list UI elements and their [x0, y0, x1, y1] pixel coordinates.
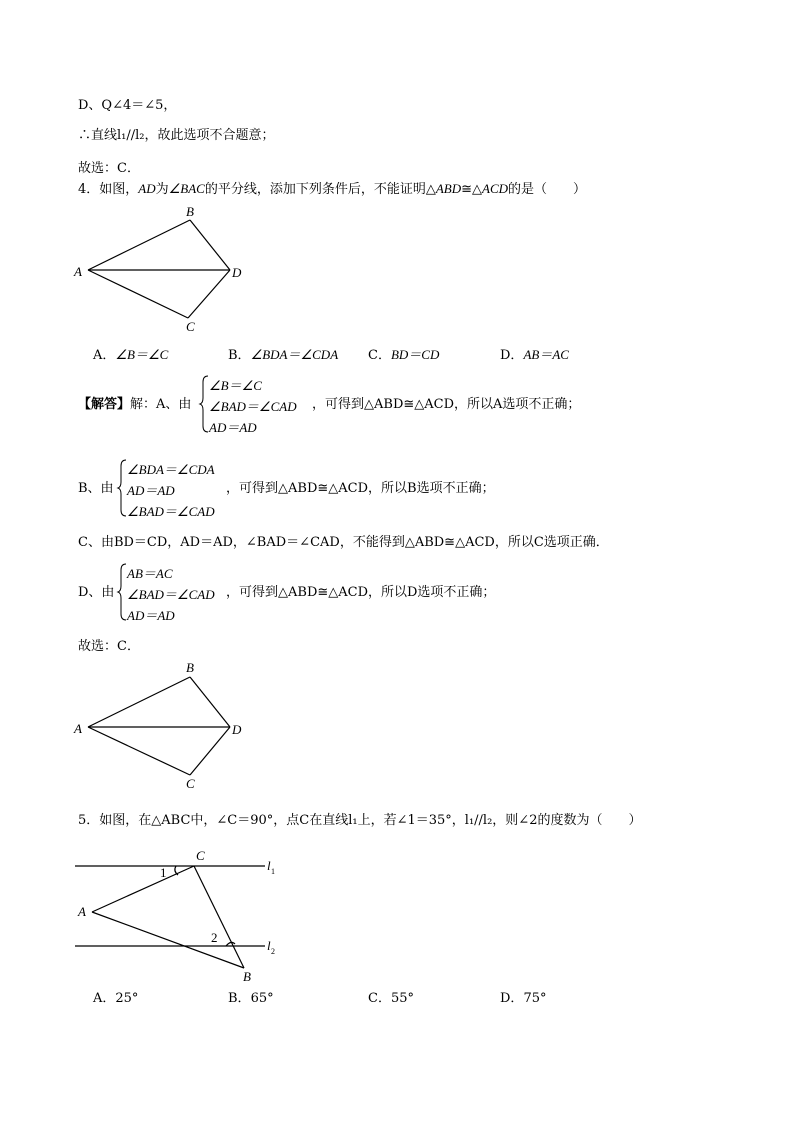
sol4-a-tail: ，可得到△ABD≅△ACD，所以A选项不正确；	[312, 397, 581, 412]
q4-option-c	[368, 346, 439, 365]
q5-label-l1: l	[267, 858, 271, 873]
sol4-label-a: A	[74, 721, 82, 736]
sol4-a-lead-text: A、由	[156, 397, 192, 412]
option-text: 55°	[390, 991, 414, 1006]
option-key: C．	[368, 991, 391, 1006]
sol4-d-row3: AD＝AD	[127, 608, 175, 623]
option-key: C．	[368, 348, 391, 363]
q5-label-l2-sub: 2	[271, 947, 275, 956]
q5-option-c	[368, 990, 414, 1008]
q4-kite-figure	[70, 200, 270, 340]
q5-label-a: A	[78, 904, 86, 919]
option-text: 65°	[250, 991, 274, 1006]
option-text: 75°	[523, 991, 547, 1006]
q4-stem-angle-bac: ∠BAC	[168, 181, 205, 196]
sol4-d-system	[118, 562, 228, 622]
sol4-a-row2: ∠BAD＝∠CAD	[209, 399, 297, 414]
option-key: A．	[93, 348, 116, 363]
q4-label-b: B	[186, 204, 194, 219]
q5-figure	[70, 840, 290, 990]
sol4-label-b: B	[186, 660, 194, 675]
q4-stem-part: ≅△	[461, 182, 483, 197]
sol4-label-d: D	[232, 722, 242, 737]
sol4-a-row3: AD＝AD	[209, 420, 257, 435]
sol4-d-tail: ，可得到△ABD≅△ACD，所以D选项不正确；	[226, 585, 496, 600]
sol4-tag: 【解答】	[78, 397, 131, 412]
q4-label-a: A	[74, 264, 82, 279]
prev-option-d-line: D、Q∠4＝∠5，	[78, 98, 177, 113]
prev-answer-line: 故选：C．	[78, 161, 140, 176]
option-text: ∠B＝∠C	[115, 347, 169, 362]
q5-label-l2: l	[267, 938, 271, 953]
brace-icon	[118, 562, 127, 622]
option-key: D．	[500, 991, 524, 1006]
sol4-a-system	[200, 374, 310, 434]
option-key: D．	[500, 348, 524, 363]
sol4-b-lead: B、由	[78, 481, 114, 496]
sol4-d-lead: D、由	[78, 585, 115, 600]
brace-icon	[118, 458, 127, 518]
q5-label-c: C	[196, 848, 205, 863]
q4-stem-part: 4．如图，	[78, 182, 139, 197]
option-key: A．	[93, 991, 116, 1006]
sol4-d-row1: AB＝AC	[127, 566, 173, 581]
q5-label-angle2: 2	[211, 930, 218, 945]
q4-label-c: C	[186, 319, 195, 334]
option-text: ∠BDA＝∠CDA	[250, 347, 339, 362]
q4-stem-part: 的平分线，添加下列条件后，不能证明△	[204, 182, 436, 197]
sol4-b-row3: ∠BAD＝∠CAD	[127, 504, 215, 519]
sol4-label-c: C	[186, 776, 195, 791]
q5-label-angle1: 1	[160, 865, 167, 880]
option-key: B．	[228, 348, 251, 363]
option-key: B．	[228, 991, 251, 1006]
sol4-a-row1: ∠B＝∠C	[209, 378, 262, 393]
q4-stem-segment-ad: AD	[138, 181, 156, 196]
sol4-b-system	[118, 458, 228, 518]
q5-option-b	[228, 990, 274, 1008]
q4-option-d	[500, 346, 569, 365]
q5-label-b: B	[243, 969, 251, 984]
q5-option-a	[93, 990, 138, 1008]
option-text: BD＝CD	[390, 347, 440, 362]
sol4-b-row1: ∠BDA＝∠CDA	[127, 462, 215, 477]
option-text: 25°	[115, 991, 139, 1006]
sol4-b-row2: AD＝AD	[127, 483, 175, 498]
q4-option-b	[228, 346, 338, 365]
sol4-c-line: C、由BD＝CD，AD＝AD，∠BAD＝∠CAD，不能得到△ABD≅△ACD，所以C选项正确．	[78, 535, 609, 550]
q4-stem-abd: ABD	[435, 181, 462, 196]
brace-icon	[200, 374, 209, 434]
q4-stem-acd: ACD	[482, 181, 509, 196]
option-text: AB＝AC	[523, 347, 569, 362]
sol4-d-row2: ∠BAD＝∠CAD	[127, 587, 215, 602]
q4-stem-part: 为	[155, 182, 169, 197]
q5-option-d	[500, 990, 546, 1008]
q4-label-d: D	[232, 265, 242, 280]
sol4-answer: 故选：C．	[78, 639, 140, 654]
q4-stem	[78, 180, 586, 199]
sol4-jie: 解：	[130, 397, 157, 412]
q4-stem-part: 的是（ ）	[508, 182, 587, 197]
sol4-a-lead	[78, 396, 191, 414]
sol4-b-tail: ，可得到△ABD≅△ACD，所以B选项不正确；	[226, 481, 495, 496]
q5-stem: 5．如图，在△ABC中，∠C＝90°，点C在直线l₁上，若∠1＝35°，l₁//l₂，则∠2的度数为（ ）	[78, 813, 642, 828]
q5-label-l1-sub: 1	[271, 867, 275, 876]
q4-option-a	[93, 346, 168, 365]
prev-conclusion-line: ∴直线l₁//l₂，故此选项不合题意；	[78, 128, 275, 143]
sol4-kite-figure	[70, 655, 270, 795]
